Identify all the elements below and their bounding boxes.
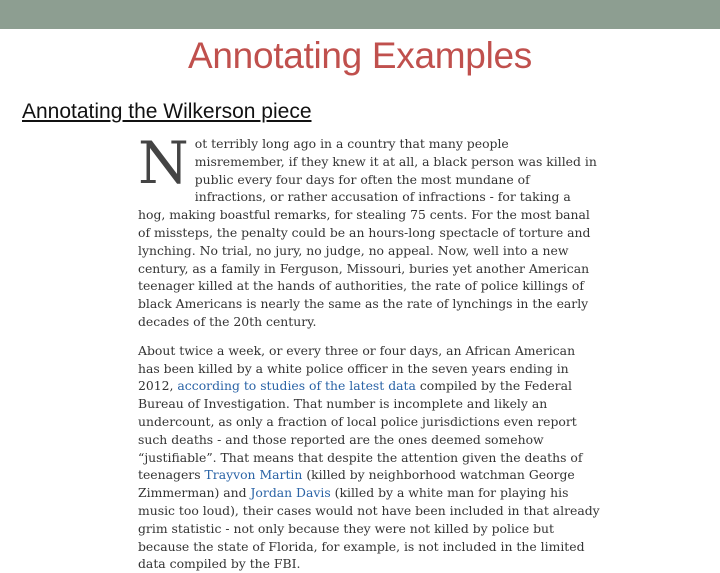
- slide-title: Annotating Examples: [188, 35, 532, 76]
- drop-cap: N: [138, 129, 189, 197]
- article-excerpt: [138, 129, 600, 573]
- jordan-davis-link[interactable]: Jordan Davis: [250, 485, 331, 501]
- top-accent-bar: [0, 0, 720, 29]
- slide-subtitle: Annotating the Wilkerson piece: [22, 100, 312, 123]
- article-paragraph-2: [138, 342, 600, 573]
- paragraph-1-text: ot terribly long ago in a country that many people misremember, if they knew it at all, a black person was killed in public every four days for often the most mundane of infractions, or rather accusation of infractions - for taking a hog, making boastful remarks, for stealing 75 cents. For the most banal of missteps, the penalty could be an hours-long spectacle of torture and lynching. No trial, no jury, no judge, no appeal. Now, well into a new century, as a family in Ferguson, Missouri, buries yet another American teenager killed at the hands of authorities, the rate of police killings of black Americans is nearly the same as the rate of lynchings in the early decades of the 20th century.: [138, 136, 597, 329]
- trayvon-martin-link[interactable]: Trayvon Martin: [204, 467, 303, 483]
- paragraph-2-text-b: compiled by the Federal Bureau of Investigation. That number is incomplete and likely an undercount, as only a fraction of local police jurisdictions even report such deaths - and those reported are the ones deemed somehow “justifiable”. That means that despite the attention given the deaths of teenagers: [138, 378, 583, 483]
- article-paragraph-1: [138, 129, 600, 331]
- paragraph-2-text-d: (killed by a white man for playing his music too loud), their cases would not have been included in that already grim statistic - not only because they were not killed by police but because the state of Florida, for example, is not included in the limited data compiled by the FBI.: [138, 485, 600, 572]
- paragraph-2-text-c: (killed by neighborhood watchman George Zimmerman) and: [138, 467, 575, 501]
- fbi-data-link[interactable]: according to studies of the latest data: [177, 378, 416, 394]
- paragraph-2-text-a: About twice a week, or every three or four days, an African American has been killed by a white police officer in the seven years ending in 2012,: [138, 342, 576, 394]
